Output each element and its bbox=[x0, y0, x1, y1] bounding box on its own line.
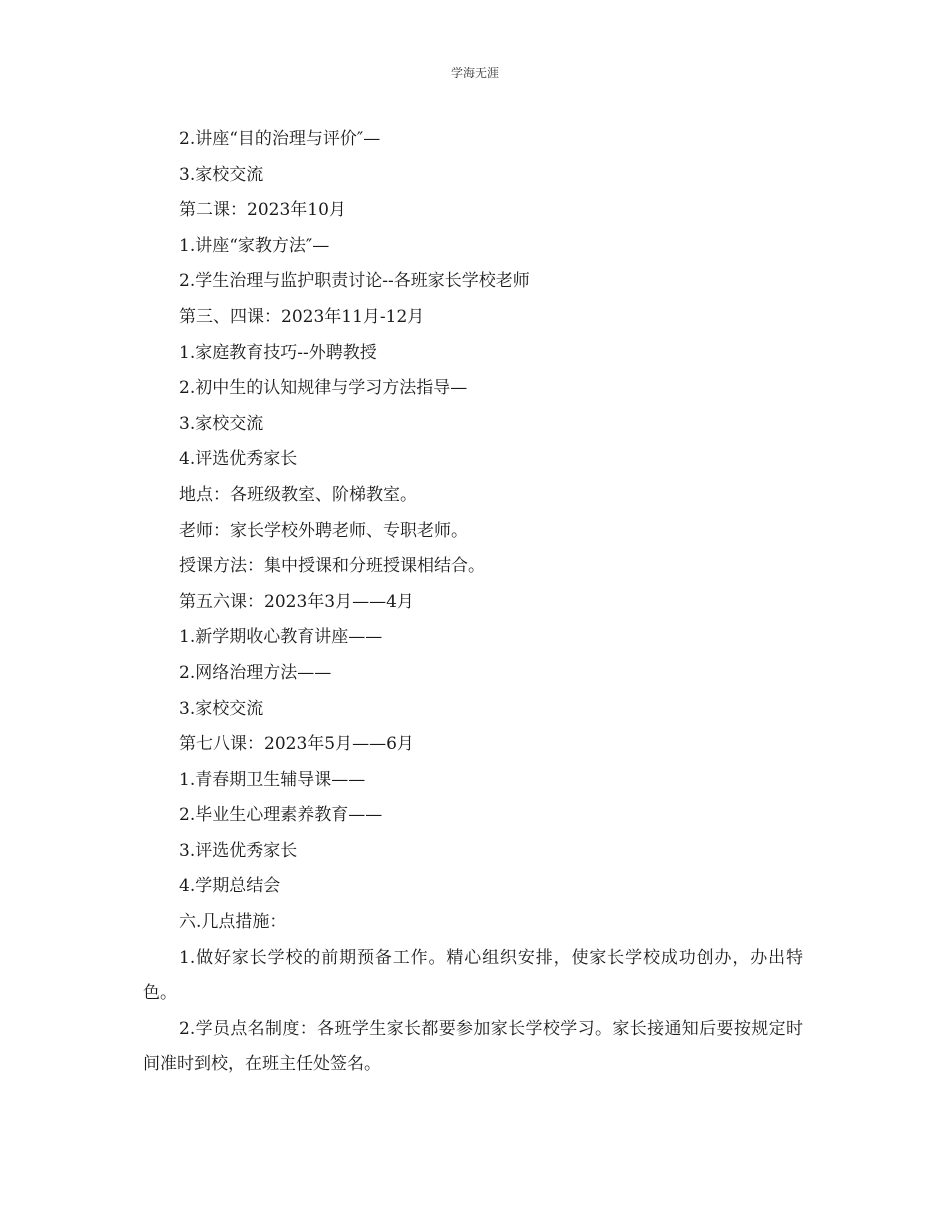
text-line: 3.家校交流 bbox=[179, 413, 264, 434]
text-line: 3.家校交流 bbox=[179, 164, 264, 185]
text-line: 第二课：2023年10月 bbox=[179, 200, 346, 221]
text-line: 老师：家长学校外聘老师、专职老师。 bbox=[179, 520, 468, 541]
text-line: 2.学生治理与监护职责讨论--各班家长学校老师 bbox=[179, 271, 530, 292]
text-line: 第七八课：2023年5月——6月 bbox=[179, 734, 414, 755]
text-line: 3.家校交流 bbox=[179, 698, 264, 719]
text-line: 4.学期总结会 bbox=[179, 876, 281, 897]
text-line: 2.初中生的认知规律与学习方法指导— bbox=[179, 378, 468, 399]
paragraph: 1.做好家长学校的前期预备工作。精心组织安排，使家长学校成功创办，办出特色。 bbox=[143, 947, 803, 1004]
text-line: 1.家庭教育技巧--外聘教授 bbox=[179, 342, 377, 363]
text-line: 第三、四课：2023年11月-12月 bbox=[179, 306, 425, 327]
text-line: 1.讲座“家教方法″— bbox=[179, 235, 330, 256]
text-line: 地点：各班级教室、阶梯教室。 bbox=[179, 484, 417, 505]
section-heading: 六.几点措施： bbox=[179, 912, 287, 933]
text-line: 授课方法：集中授课和分班授课相结合。 bbox=[179, 556, 485, 577]
text-line: 1.新学期收心教育讲座—— bbox=[179, 627, 383, 648]
paragraph: 2.学员点名制度：各班学生家长都要参加家长学校学习。家长接通知后要按规定时间准时到校，在班主任处签名。 bbox=[143, 1018, 803, 1075]
page-header: 学海无涯 bbox=[450, 66, 499, 80]
text-line: 1.青春期卫生辅导课—— bbox=[179, 769, 366, 790]
text-line: 3.评选优秀家长 bbox=[179, 840, 298, 861]
text-line: 2.讲座“目的治理与评价″— bbox=[179, 129, 381, 149]
document-body bbox=[143, 122, 803, 1083]
text-line: 2.毕业生心理素养教育—— bbox=[179, 805, 383, 826]
text-line: 第五六课：2023年3月——4月 bbox=[179, 591, 414, 612]
text-line: 4.评选优秀家长 bbox=[179, 449, 298, 470]
text-line: 2.网络治理方法—— bbox=[179, 662, 332, 683]
